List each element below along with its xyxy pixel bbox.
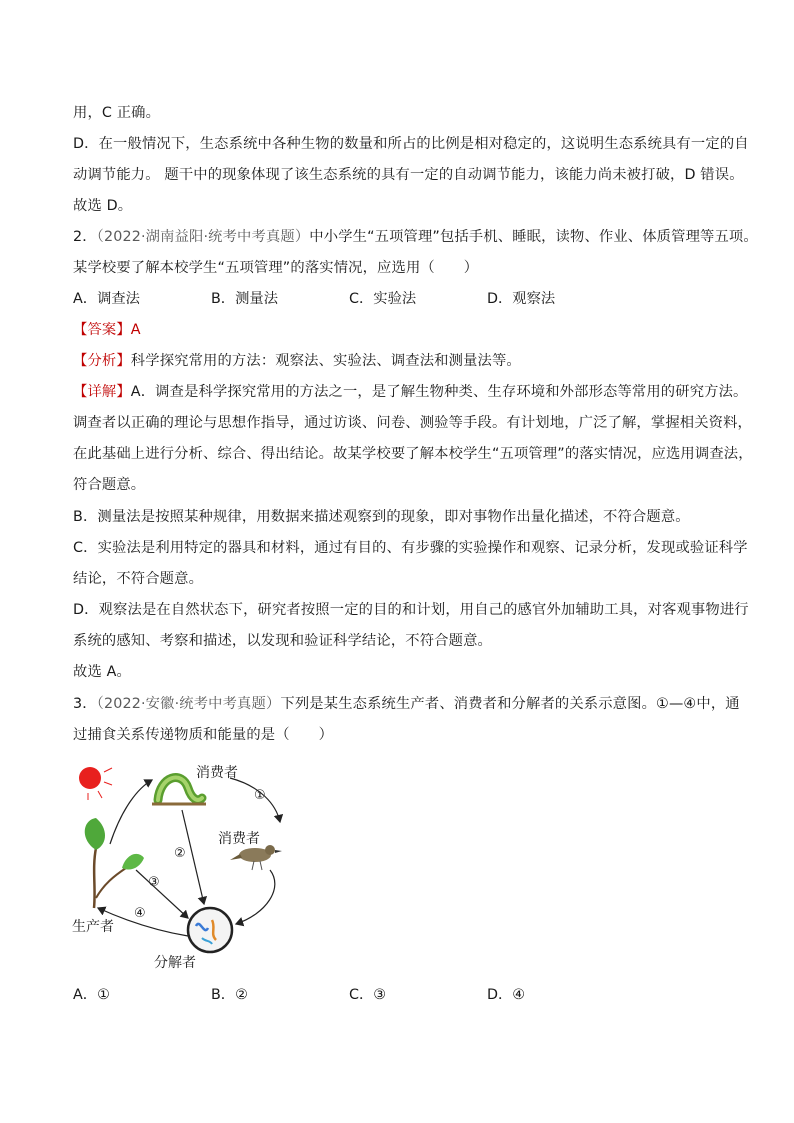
text-line: 故选 A。 — [73, 664, 131, 680]
number-4: ④ — [134, 906, 146, 921]
question-source: （2022·湖南益阳·统考中考真题） — [96, 229, 310, 245]
text-line: 调查者以正确的理论与思想作指导，通过访谈、问卷、测验等手段。有计划地，广泛了解，掌握相关资料， — [73, 415, 752, 431]
bird-icon — [230, 845, 282, 870]
sun-icon — [79, 767, 112, 800]
text-line: 故选 D。 — [73, 198, 133, 214]
text-line: 用，C 正确。 — [73, 105, 161, 121]
text-line: 结论，不符合题意。 — [73, 571, 204, 587]
consumer-label-1: 消费者 — [196, 765, 238, 781]
question-2-stem: 2．（2022·湖南益阳·统考中考真题）中小学生“五项管理”包括手机、睡眠，读物、作业、体质管理等五项。 — [73, 229, 758, 245]
option-a: A．① — [73, 987, 110, 1003]
text-line: B．测量法是按照某种规律，用数据来描述观察到的现象，即对事物作出量化描述，不符合题意。 — [73, 509, 690, 525]
diagram-drawing — [70, 758, 310, 973]
option-b: B．测量法 — [211, 291, 278, 307]
text-line: D．观察法是在自然状态下，研究者按照一定的目的和计划，用自己的感官外加辅助工具，对客观事物进行 — [73, 602, 749, 618]
text-line: 动调节能力。 题干中的现象体现了该生态系统的具有一定的自动调节能力，该能力尚未被打破，D 错误。 — [73, 167, 744, 183]
producer-label: 生产者 — [72, 919, 114, 935]
option-c: C．③ — [349, 987, 387, 1003]
detail-line: 【详解】A．调查是科学探究常用的方法之一，是了解生物种类、生存环境和外部形态等常用的研究方法。 — [73, 384, 748, 400]
answer-tag: 【答案】 — [73, 322, 131, 338]
text-line: 系统的感知、考察和描述，以发现和验证科学结论，不符合题意。 — [73, 633, 492, 649]
decomposer-icon — [188, 908, 232, 952]
text-line: 某学校要了解本校学生“五项管理”的落实情况，应选用（ ） — [73, 260, 479, 276]
answer-line — [73, 320, 734, 340]
number-2: ② — [174, 846, 186, 861]
analysis-line: 【分析】科学探究常用的方法：观察法、实验法、调查法和测量法等。 — [73, 353, 521, 369]
option-d: D．④ — [487, 987, 526, 1003]
number-3: ③ — [148, 875, 160, 890]
option-b: B．② — [211, 987, 248, 1003]
option-d: D．观察法 — [487, 291, 556, 307]
detail-tag: 【详解】 — [73, 384, 131, 400]
consumer-label-2: 消费者 — [218, 831, 260, 847]
ecosystem-diagram — [70, 758, 310, 973]
text-line: 符合题意。 — [73, 477, 146, 493]
answer-value: A — [130, 322, 141, 338]
option-c: C．实验法 — [349, 291, 417, 307]
option-a: A．调查法 — [73, 291, 140, 307]
decomposer-label: 分解者 — [154, 955, 196, 971]
question-source: （2022·安徽·统考中考真题） — [96, 696, 281, 712]
text-line: C．实验法是利用特定的器具和材料，通过有目的、有步骤的实验操作和观察、记录分析，发现或验证科学 — [73, 540, 748, 556]
analysis-tag: 【分析】 — [73, 353, 131, 369]
text-line: 在此基础上进行分析、综合、得出结论。故某学校要了解本校学生“五项管理”的落实情况，应选用调查法， — [73, 446, 753, 462]
text-line: D．在一般情况下，生态系统中各种生物的数量和所占的比例是相对稳定的，这说明生态系统具有一定的自 — [73, 136, 749, 152]
number-1: ① — [254, 788, 266, 803]
text-line: 过捕食关系传递物质和能量的是（ ） — [73, 727, 334, 743]
question-3-stem: 3．（2022·安徽·统考中考真题）下列是某生态系统生产者、消费者和分解者的关系示意图。①—④中，通 — [73, 696, 740, 712]
